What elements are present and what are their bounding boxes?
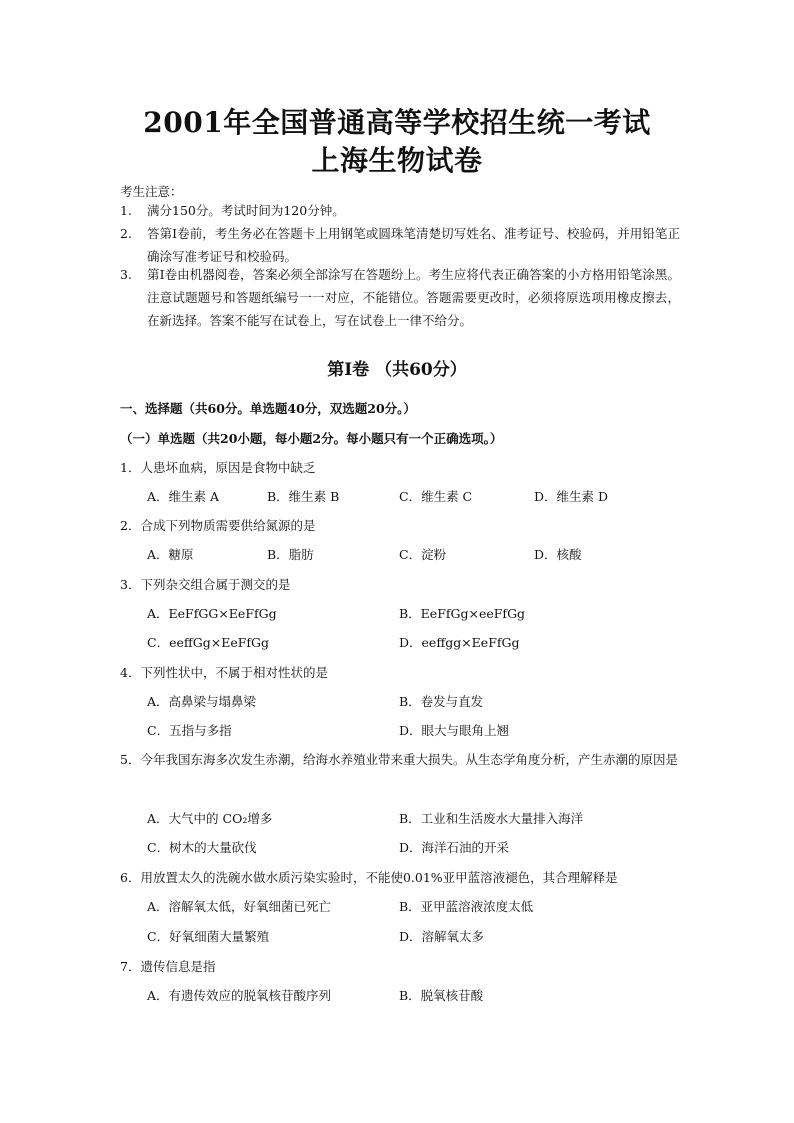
part-one-title: 第Ⅰ卷 （共60分）: [327, 360, 467, 380]
question-1-option-d: D．维生素 D: [534, 489, 609, 504]
question-3-option-c: C．eeffGg×EeFfGg: [147, 635, 270, 650]
section-heading: 一、选择题（共60分。单选题40分，双选题20分。）: [120, 401, 416, 416]
question-5-option-d: D．海洋石油的开采: [399, 840, 510, 855]
question-5-option-c: C．树木的大量砍伐: [147, 840, 257, 855]
question-3: 3．下列杂交组合属于测交的是: [120, 577, 291, 592]
question-5-stem: 5．今年我国东海多次发生赤潮，给海水养殖业带来重大损失。从生态学角度分析，产生赤潮的原因是: [120, 752, 678, 767]
question-6-option-c: C．好氧细菌大量繁殖: [147, 929, 270, 944]
question-2-option-d: D．核酸: [534, 547, 582, 562]
question-3-option-b: B．EeFfGg×eeFfGg: [399, 606, 526, 621]
question-4-option-a: A．高鼻梁与塌鼻梁: [147, 694, 257, 709]
question-7-option-b: B．脱氧核苷酸: [399, 988, 484, 1003]
question-4: 4．下列性状中，不属于相对性状的是: [120, 665, 328, 680]
exam-title: 2001年全国普通高等学校招生统一考试: [143, 106, 651, 139]
question-4-option-b: B．卷发与直发: [399, 694, 484, 709]
question-1: 1．人患坏血病，原因是食物中缺乏: [120, 460, 316, 475]
question-6-option-b: B．亚甲蓝溶液浓度太低: [399, 899, 534, 914]
question-5-option-a: A．大气中的 CO₂增多: [147, 811, 273, 826]
question-6-option-a: A．溶解氧太低，好氧细菌已死亡: [147, 899, 332, 914]
question-1-option-b: B．维生素 B: [267, 489, 340, 504]
note-text: 满分150分。考试时间为120分钟。: [147, 203, 345, 218]
exam-subtitle: 上海生物试卷: [311, 144, 483, 177]
question-1-option-a: A．维生素 A: [147, 489, 220, 504]
question-4-option-c: C．五指与多指: [147, 723, 232, 738]
subsection-heading: （一）单选题（共20小题，每小题2分。每小题只有一个正确选项。）: [120, 431, 503, 446]
question-6-option-d: D．溶解氧太多: [399, 929, 485, 944]
question-2-option-a: A．糖原: [147, 547, 194, 562]
question-5-option-b: B．工业和生活废水大量排入海洋: [399, 811, 584, 826]
question-2: 2．合成下列物质需要供给氮源的是: [120, 518, 316, 533]
question-6: 6．用放置太久的洗碗水做水质污染实验时，不能使0.01%亚甲蓝溶液褪色，其合理解释是: [120, 870, 618, 885]
question-4-option-d: D．眼大与眼角上翘: [399, 723, 510, 738]
question-3-option-d: D．eeffgg×EeFfGg: [399, 635, 520, 650]
question-7: 7．遗传信息是指: [120, 959, 216, 974]
note-text: 答第Ⅰ卷前，考生务必在答题卡上用钢笔或圆珠笔清楚切写姓名、准考证号、校验码，并用铅笔正确涂写准考证号和校验码。: [147, 226, 680, 264]
question-3-option-a: A．EeFfGG×EeFfGg: [147, 606, 277, 621]
question-2-option-b: B．脂肪: [267, 547, 314, 562]
note-text: 第Ⅰ卷由机器阅卷，答案必须全部涂写在答题纷上。考生应将代表正确答案的小方格用铅笔涂黑。注意试题题号和答题纸编号一一对应，不能错位。答题需要更改时，必须将原选项用橡皮擦去，在新选择。答案不能写在试卷上，写在试卷上一律不给分。: [147, 267, 680, 328]
question-2-option-c: C．淀粉: [399, 547, 447, 562]
note-number: 3.: [120, 267, 132, 282]
question-5: [120, 745, 680, 774]
notes-heading: 考生注意：: [120, 184, 183, 199]
note-number: 2.: [120, 226, 132, 241]
question-1-option-c: C．维生素 C: [399, 489, 473, 504]
note-number: 1.: [120, 203, 132, 218]
question-7-option-a: A．有遗传效应的脱氧核苷酸序列: [147, 988, 332, 1003]
